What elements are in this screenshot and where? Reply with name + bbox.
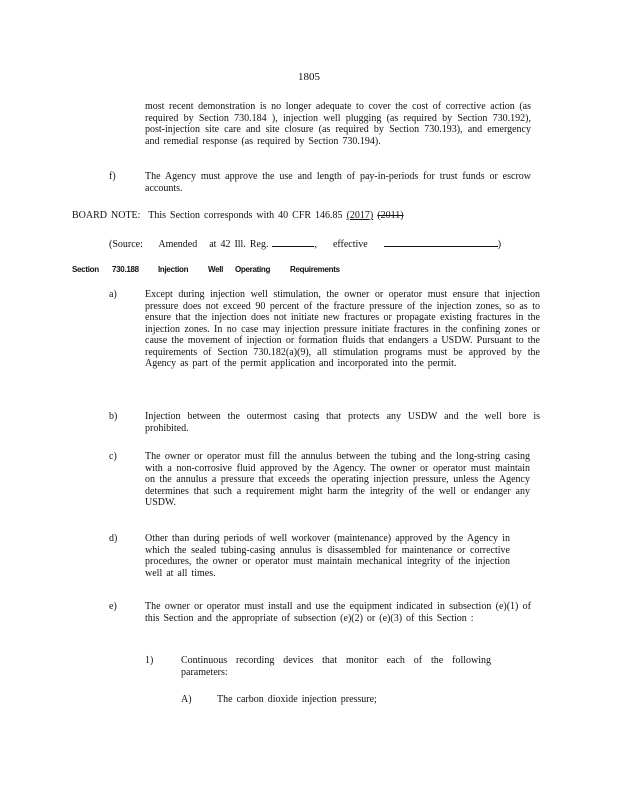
section-title-word-4: Requirements <box>290 265 340 274</box>
sub-1-label: 1) <box>145 655 154 666</box>
item-a-label: a) <box>109 289 117 300</box>
section-word: Section <box>72 265 99 274</box>
source-close: ) <box>497 239 502 250</box>
board-note <box>72 210 542 222</box>
item-c-text: The owner or operator must fill the annulus between the tubing and the long-string casing with a non-corrosive fluid approved by the Agency. The owner or operator must maintain on the annulus a pressure that exceeds the operating injection pressure, unless the Agency determines that such a requirement might harm the integrity of the well or endanger any USDW. <box>145 451 530 508</box>
source-blank-2 <box>384 237 498 247</box>
board-note-added-year: (2017) <box>346 210 374 221</box>
item-b-label: b) <box>109 411 118 422</box>
page-number: 1805 <box>298 71 320 83</box>
source-effective: effective <box>332 239 368 250</box>
section-title-word-1: Injection <box>158 265 189 274</box>
source-open: (Source: <box>109 239 143 250</box>
section-title-word-2: Well <box>208 265 224 274</box>
item-b-text: Injection between the outermost casing that protects any USDW and the well bore is prohibited. <box>145 411 540 434</box>
item-e-label: e) <box>109 601 117 612</box>
sub-1-text: Continuous recording devices that monitor each of the following parameters: <box>181 655 491 678</box>
source-comma: , <box>314 239 317 250</box>
board-note-text: This Section corresponds with 40 CFR 146.85 <box>148 210 343 221</box>
item-d-label: d) <box>109 533 118 544</box>
sub-a-label: A) <box>181 694 192 705</box>
item-c-label: c) <box>109 451 117 462</box>
section-number: 730.188 <box>112 265 139 274</box>
source-line <box>109 237 529 251</box>
source-amended: Amended <box>158 239 198 250</box>
board-note-deleted-year: (2011) <box>377 210 404 221</box>
item-f-text: The Agency must approve the use and length of pay-in-periods for trust funds or escrow accounts. <box>145 171 531 194</box>
sub-a-text: The carbon dioxide injection pressure; <box>217 694 377 705</box>
source-blank-1 <box>272 237 314 247</box>
item-e-text: The owner or operator must install and use the equipment indicated in subsection (e)(1) of this Section and the appropriate of subsection (e)(2) or (e)(3) of this Section : <box>145 601 531 624</box>
source-at: at 42 Ill. Reg. <box>209 239 269 250</box>
continuation-paragraph: most recent demonstration is no longer adequate to cover the cost of corrective action (as required by Section 730.184 ), injection well plugging (as required by Section 730.192), post-injection site care and site closure (as required by Section 730.193), and emergency and remedial response (as required by Section 730.194). <box>145 101 531 147</box>
item-d-text: Other than during periods of well workover (maintenance) approved by the Agency in which the sealed tubing-casing annulus is disassembled for maintenance or corrective procedures, the owner or operator must maintain mechanical integrity of the injection well at all times. <box>145 533 510 579</box>
board-note-prefix: BOARD NOTE: <box>72 210 141 221</box>
section-title-word-3: Operating <box>235 265 271 274</box>
item-a-text: Except during injection well stimulation, the owner or operator must ensure that injection pressure does not exceed 90 percent of the fracture pressure of the injection zones, so as to ensure that the injection does not initiate new fractures or propagate existing fractures in the injection zones. In no case may injection pressure initiate fractures in the confining zones or cause the movement of injection or formation fluids that endangers a USDW. Pursuant to the requirements of Section 730.182(a)(9), all stimulation programs must be approved by the Agency as part of the permit application and incorporated into the permit. <box>145 289 540 369</box>
item-f-label: f) <box>109 171 116 182</box>
